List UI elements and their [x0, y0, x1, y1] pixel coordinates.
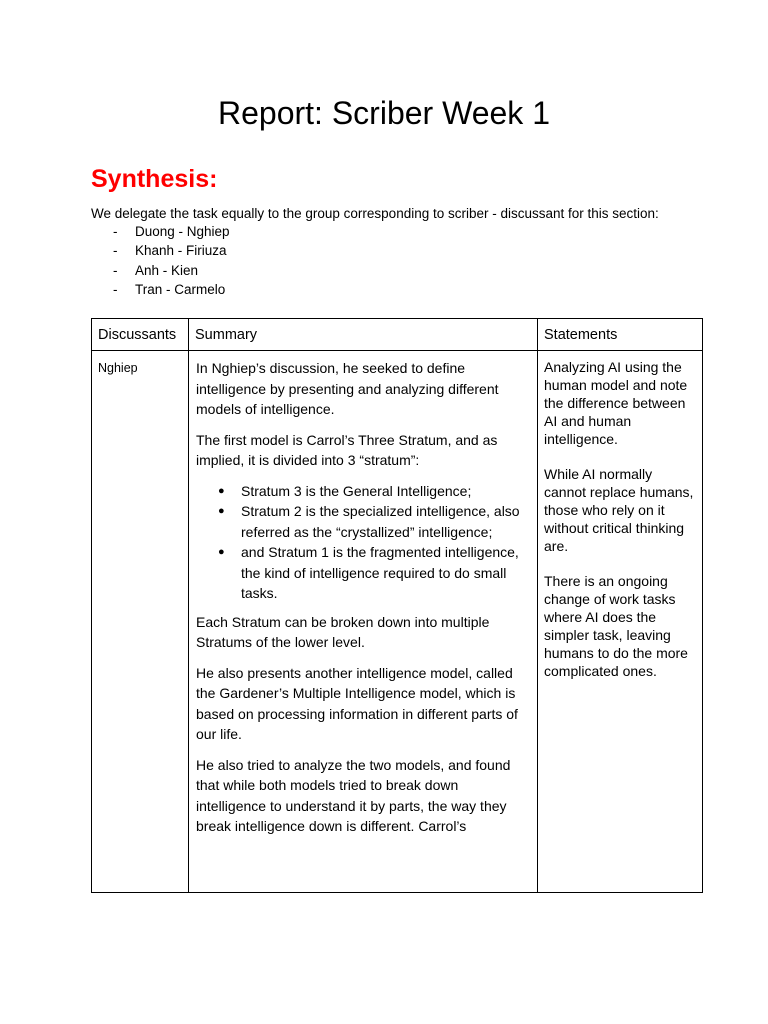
header-discussants: Discussants	[98, 327, 177, 343]
group-item	[113, 261, 230, 280]
dash-bullet: -	[113, 243, 118, 259]
statements-cell	[538, 351, 703, 893]
group-item	[113, 241, 230, 260]
discussion-table	[91, 318, 703, 893]
summary-paragraph: The first model is Carrol’s Three Stratum, and as implied, it is divided into 3 “stratum”:	[196, 431, 498, 468]
stratum-text: Stratum 3 is the General Intelligence;	[241, 482, 472, 499]
summary-paragraph: In Nghiep’s discussion, he seeked to define intelligence by presenting and analyzing different models of intelligence.	[196, 360, 499, 417]
group-item	[113, 280, 230, 299]
bullet-dot-icon: ●	[218, 546, 225, 558]
group-label: Khanh - Firiuza	[135, 243, 227, 259]
discussant-name: Nghiep	[98, 361, 138, 375]
header-cell-discussants	[92, 319, 189, 351]
discussant-cell	[92, 351, 189, 893]
group-item	[113, 222, 230, 241]
stratum-item	[196, 501, 531, 542]
statement-paragraph: Analyzing AI using the human model and note the difference between AI and human intelligence.	[544, 359, 688, 447]
synthesis-intro: We delegate the task equally to the group corresponding to scriber - discussant for this section:	[91, 206, 659, 221]
header-cell-summary	[189, 319, 538, 351]
dash-bullet: -	[113, 281, 118, 297]
stratum-item	[196, 481, 531, 502]
summary-cell	[189, 351, 538, 893]
stratum-text: and Stratum 1 is the fragmented intelligence, the kind of intelligence required to do small tasks.	[241, 544, 519, 601]
summary-paragraph: He also tried to analyze the two models, and found that while both models tried to break down intelligence to understand it by parts, the way they break intelligence down is different. Carrol’s	[196, 756, 511, 834]
stratum-list	[196, 481, 531, 604]
header-summary: Summary	[195, 327, 258, 343]
summary-paragraph: He also presents another intelligence model, called the Gardener’s Multiple Intelligence model, which is based on processing information in different parts of our life.	[196, 664, 518, 742]
header-cell-statements	[538, 319, 703, 351]
synthesis-heading: Synthesis:	[91, 165, 218, 193]
group-list	[113, 222, 230, 299]
header-statements: Statements	[544, 327, 618, 343]
table-row	[92, 351, 703, 893]
group-label: Anh - Kien	[135, 262, 199, 278]
dash-bullet: -	[113, 262, 118, 278]
summary-paragraph: Each Stratum can be broken down into multiple Stratums of the lower level.	[196, 613, 490, 650]
group-label: Tran - Carmelo	[135, 281, 226, 297]
group-label: Duong - Nghiep	[135, 224, 230, 239]
bullet-dot-icon: ●	[218, 505, 225, 517]
statement-paragraph: There is an ongoing change of work tasks where AI does the simpler task, leaving humans to do the more complicated ones.	[544, 573, 688, 679]
statement-paragraph: While AI normally cannot replace humans, those who rely on it without critical thinking are.	[544, 466, 694, 554]
table-header-row	[92, 319, 703, 351]
document-title: Report: Scriber Week 1	[218, 95, 550, 131]
dash-bullet: -	[113, 224, 118, 239]
stratum-text: Stratum 2 is the specialized intelligence, also referred as the “crystallized” intelligence;	[241, 503, 520, 540]
stratum-item	[196, 542, 531, 604]
bullet-dot-icon: ●	[218, 484, 225, 497]
